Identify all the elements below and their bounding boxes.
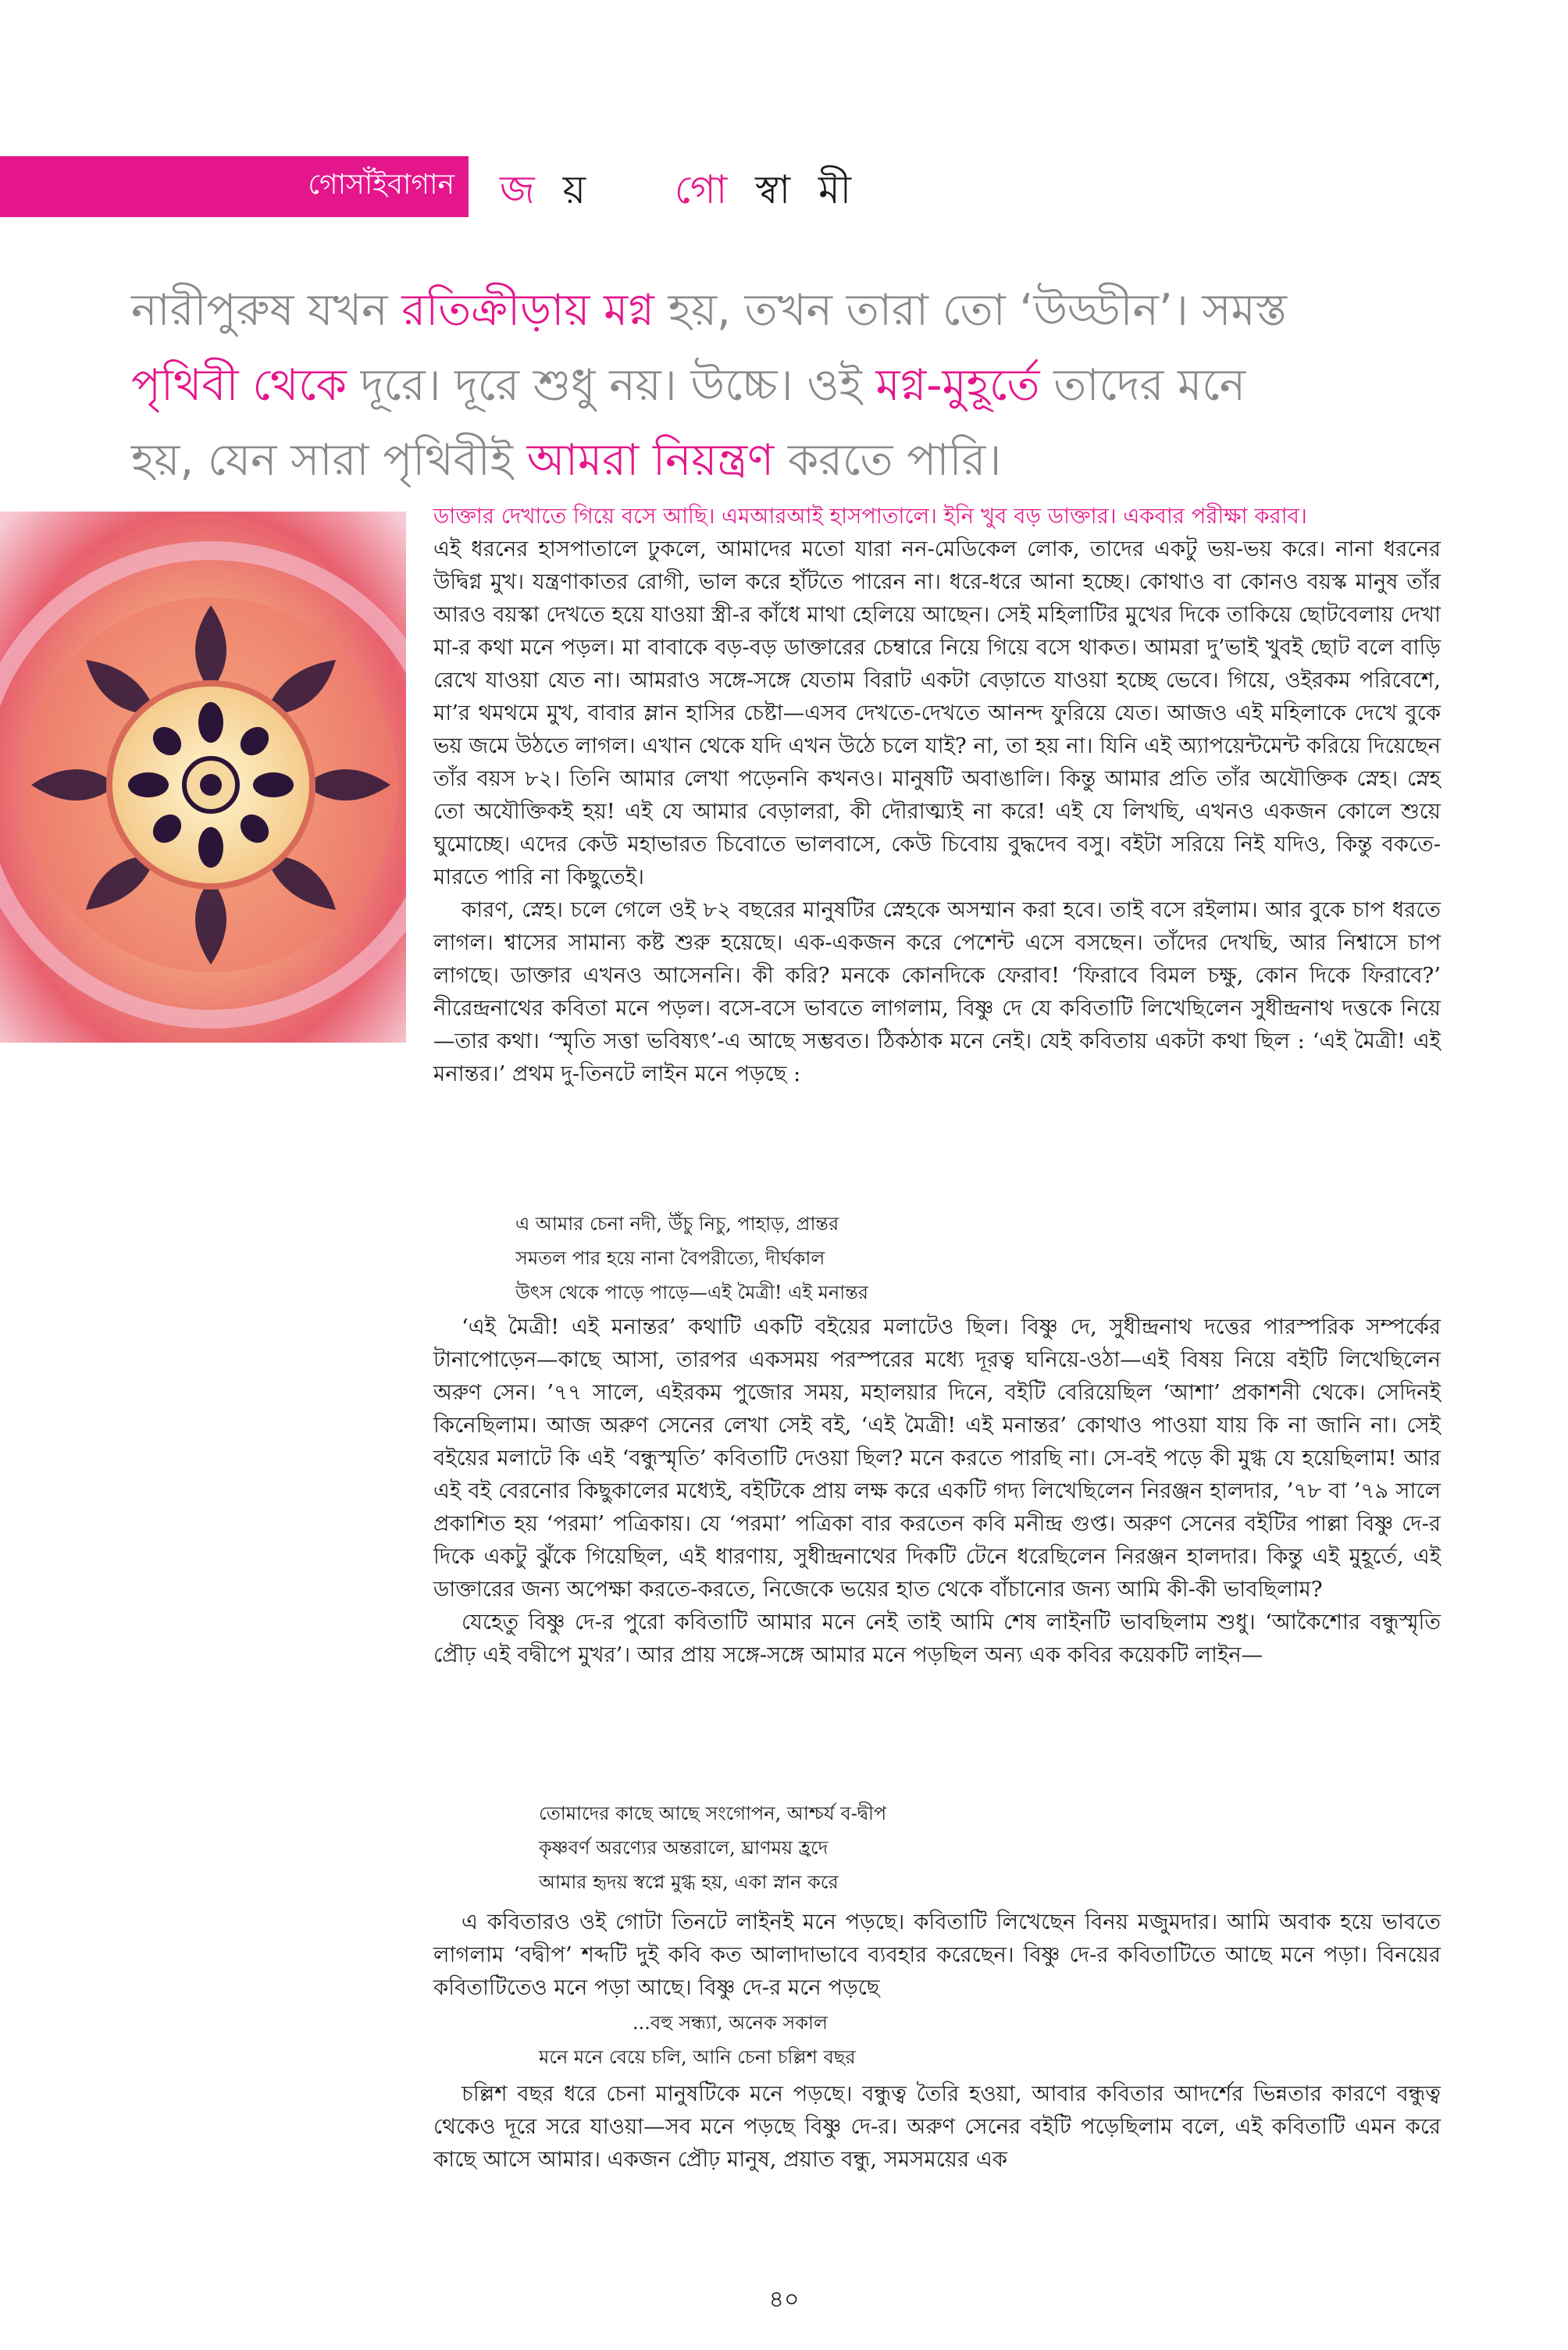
paragraph: কারণ, স্নেহ। চলে গেলে ওই ৮২ বছরের মানুষটির স্নেহকে অসম্মান করা হবে। তাই বসে রইলাম। আর বুকে চাপ ধরতে লাগল। শ্বাসের সামান্য কষ্ট শুরু হয়েছে। এক-একজন করে পেশেন্ট এসে বসছেন। তাঁদের দেখছি, আর নিশ্বাসে চাপ লাগছে। ডাক্তার এখনও আসেননি। কী করি? মনকে কোনদিকে ফেরাব! ‘ফিরাবে বিমল চক্ষু, কোন দিকে ফিরাবে?’ নীরেন্দ্রনাথের কবিতা মনে পড়ল। বসে-বসে ভাবতে লাগলাম, বিষ্ণু দে যে কবিতাটি লিখেছিলেন সুধীন্দ্রনাথ দত্তকে নিয়ে—তার কথা। ‘স্মৃতি সত্তা ভবিষ্যৎ’-এ আছে সম্ভবত। ঠিকঠাক মনে নেই। যেই কবিতায় একটা কথা ছিল : ‘এই মৈত্রী! এই মনান্তর।’ প্রথম দু-তিনটে লাইন মনে পড়ছে : (433, 897, 1441, 1086)
pull-highlight: পৃথিবী থেকে (131, 360, 347, 411)
mandala-image (0, 512, 406, 1043)
author-name (500, 161, 859, 226)
paragraph: চল্লিশ বছর ধরে চেনা মানুষটিকে মনে পড়ছে। বন্ধুত্ব তৈরি হওয়া, আবার কবিতার আদর্শের ভিন্নতার কারণে বন্ধুত্ব থেকেও দূরে সরে যাওয়া—সব মনে পড়ছে বিষ্ণু দে-র। অরুণ সেনের বইটি পড়েছিলাম বলে, এই কবিতাটি এমন করে কাছে আসে আমার। একজন প্রৌঢ় মানুষ, প্রয়াত বন্ধু, সমসময়ের এক (433, 2081, 1441, 2172)
verse-block (515, 1207, 868, 1310)
paragraph: ‘এই মৈত্রী! এই মনান্তর’ কথাটি একটি বইয়ের মলাটেও ছিল। বিষ্ণু দে, সুধীন্দ্রনাথ দত্তের পারস্পরিক সম্পর্কের টানাপোড়েন—কাছে আসা, তারপর একসময় পরস্পরের মধ্যে দূরত্ব ঘনিয়ে-ওঠা—এই বিষয় নিয়ে বইটি লিখেছিলেন অরুণ সেন। ’৭৭ সালে, এইরকম পুজোর সময়, মহালয়ার দিনে, বইটি বেরিয়েছিল ‘আশা’ প্রকাশনী থেকে। সেদিনই কিনেছিলাম। আজ অরুণ সেনের লেখা সেই বই, ‘এই মৈত্রী! এই মনান্তর’ কোথাও পাওয়া যায় কি না জানি না। সেই বইয়ের মলাটে কি এই ‘বন্ধুস্মৃতি’ কবিতাটি দেওয়া ছিল? মনে করতে পারছি না। সে-বই পড়ে কী মুগ্ধ যে হয়েছিলাম! আর এই বই বেরনোর কিছুকালের মধ্যেই, বইটিকে প্রায় লক্ষ করে একটি গদ্য লিখেছিলেন নিরঞ্জন হালদার, ’৭৮ বা ’৭৯ সালে প্রকাশিত হয় ‘পরমা’ পত্রিকায়। যে ‘পরমা’ পত্রিকা বার করতেন কবি মনীন্দ্র গুপ্ত। অরুণ সেনের বইটির পাল্লা বিষ্ণু দে-র দিকে একটু ঝুঁকে গিয়েছিল, এই ধারণায়, সুধীন্দ্রনাথের দিকটি টেনে ধরেছিলেন নিরঞ্জন হালদার। কিন্তু এই মুহূর্তে, এই ডাক্তারের জন্য অপেক্ষা করতে-করতে, নিজেকে ভয়ের হাত থেকে বাঁচানোর জন্য আমি কী-কী ভাবছিলাম? (433, 1314, 1441, 1602)
article-body-cont (433, 1906, 1441, 2004)
lead-sentence: ডাক্তার দেখাতে গিয়ে বসে আছি। এমআরআই হাসপাতালে। ইনি খুব বড় ডাক্তার। একবার পরীক্ষা করাব। (433, 504, 1307, 529)
author-name-part: মী (818, 167, 860, 212)
pull-text: দূরে। দূরে শুধু নয়। উচ্চে। ওই (346, 360, 876, 411)
pull-quote-line (131, 348, 1443, 423)
verse-line: মনে মনে বেয়ে চলি, আনি চেনা চল্লিশ বছর (539, 2046, 856, 2068)
page-number: ৪০ (768, 2286, 800, 2313)
pull-highlight: মগ্ন-মুহূর্তে (875, 360, 1040, 411)
author-name-part: য় (562, 167, 594, 212)
verse-block (539, 1796, 886, 1899)
pull-text: তাদের মনে (1039, 360, 1246, 411)
pull-text: করতে পারি। (774, 435, 1002, 486)
verse-line: ...বহু সন্ধ্যা, অনেক সকাল (633, 2012, 828, 2034)
author-name-part: গো (674, 167, 736, 212)
paragraph: এই ধরনের হাসপাতালে ঢুকলে, আমাদের মতো যারা নন-মেডিকেল লোক, তাদের একটু ভয়-ভয় করে। নানা ধরনের উদ্বিগ্ন মুখ। যন্ত্রণাকাতর রোগী, ভাল করে হাঁটতে পারেন না। ধরে-ধরে আনা হচ্ছে। কোথাও বা কোনও বয়স্ক মানুষ তাঁর আরও বয়স্কা দেখতে হয়ে যাওয়া স্ত্রী-র কাঁধে মাথা হেলিয়ে আছেন। সেই মহিলাটির মুখের দিকে তাকিয়ে ছোটবেলায় দেখা মা-র কথা মনে পড়ল। মা বাবাকে বড়-বড় ডাক্তারের চেম্বারে নিয়ে গিয়ে বসে থাকত। আমরা দু’ভাই খুবই ছোট বলে বাড়ি রেখে যাওয়া যেত না। আমরাও সঙ্গে-সঙ্গে যেতাম বিরাট একটা বেড়াতে যাওয়া হচ্ছে ভেবে। গিয়ে, ওইরকম পরিবেশে, মা’র থমথমে মুখ, বাবার ম্লান হাসির চেষ্টা—এসব দেখতে-দেখতে আনন্দ ফুরিয়ে যেত। আজও এই মহিলাকে দেখে বুকে ভয় জমে উঠতে লাগল। এখান থেকে যদি এখন উঠে চলে যাই? না, তা হয় না। যিনি এই অ্যাপয়েন্টমেন্ট করিয়ে দিয়েছেন তাঁর বয়স ৮২। তিনি আমার লেখা পড়েননি কখনও। মানুষটি অবাঙালি। কিন্তু আমার প্রতি তাঁর অযৌক্তিক স্নেহ। স্নেহ তো অযৌক্তিকই হয়! এই যে আমার বেড়ালরা, কী দৌরাত্ম্যই না করে! এই যে লিখছি, এখনও একজন কোলে শুয়ে ঘুমোচ্ছে। এদের কেউ মহাভারত চিবোতে ভালবাসে, কেউ চিবোয় বুদ্ধদেব বসু। বইটা সরিয়ে নিই যদিও, কিন্তু বকতে-মারতে পারি না কিছুতেই। (433, 537, 1441, 890)
pull-text: হয়, তখন তারা তো ‘উড্ডীন’। সমস্ত (654, 285, 1287, 336)
verse-line: উৎস থেকে পাড়ে পাড়ে—এই মৈত্রী! এই মনান্তর (515, 1282, 868, 1303)
verse-line: আমার হৃদয় স্বপ্নে মুগ্ধ হয়, একা স্নান করে (539, 1871, 839, 1893)
article-body-cont (433, 1311, 1441, 1671)
pull-highlight: রতিক্রীড়ায় মগ্ন (401, 285, 654, 336)
section-label: গোসাঁইবাগান (0, 156, 469, 217)
verse-block (539, 2006, 856, 2074)
pull-quote-line (131, 423, 1443, 498)
section-header (0, 156, 860, 217)
author-name-part: জ (500, 167, 543, 212)
paragraph: এ কবিতারও ওই গোটা তিনটে লাইনই মনে পড়ছে। কবিতাটি লিখেছেন বিনয় মজুমদার। আমি অবাক হয়ে ভাবতে লাগলাম ‘বদ্বীপ’ শব্দটি দুই কবি কত আলাদাভাবে ব্যবহার করেছেন। বিষ্ণু দে-র কবিতাটিতে আছে মনে পড়া। বিনয়ের কবিতাটিতেও মনে পড়া আছে। বিষ্ণু দে-র মনে পড়ছে (433, 1910, 1441, 2000)
verse-line: সমতল পার হয়ে নানা বৈপরীত্যে, দীর্ঘকাল (515, 1247, 825, 1269)
pull-quote-line (131, 273, 1443, 348)
pull-text: হয়, যেন সারা পৃথিবীই (131, 435, 527, 486)
author-name-part: স্বা (755, 167, 799, 212)
pull-quote (131, 273, 1443, 498)
mandala-illustration (0, 512, 406, 1043)
pull-highlight: আমরা নিয়ন্ত্রণ (526, 435, 775, 486)
paragraph (433, 500, 1441, 533)
article-body-cont (433, 2077, 1441, 2176)
verse-line: তোমাদের কাছে আছে সংগোপন, আশ্চর্য ব-দ্বীপ (539, 1803, 887, 1824)
verse-line: কৃষ্ণবর্ণ অরণ্যের অন্তরালে, ঘ্রাণময় হ্রদে (539, 1837, 829, 1859)
verse-line: এ আমার চেনা নদী, উঁচু নিচু, পাহাড়, প্রান্তর (515, 1213, 839, 1235)
article-body (433, 500, 1441, 1090)
pull-text: নারীপুরুষ যখন (131, 285, 402, 336)
paragraph: যেহেতু বিষ্ণু দে-র পুরো কবিতাটি আমার মনে নেই তাই আমি শেষ লাইনটি ভাবছিলাম শুধু। ‘আকৈশোর বন্ধুস্মৃতি প্রৌঢ় এই বদ্বীপে মুখর’। আর প্রায় সঙ্গে-সঙ্গে আমার মনে পড়ছিল অন্য এক কবির কয়েকটি লাইন— (433, 1610, 1441, 1667)
